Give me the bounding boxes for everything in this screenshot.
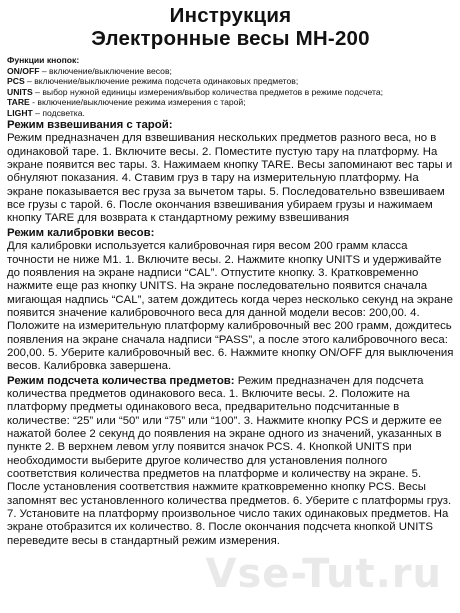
button-functions-list [7,55,454,118]
title-line-1: Инструкция [169,4,292,27]
key-row-pcs [7,76,454,87]
key-desc: – включение/выключение режима подсчета одинаковых предметов; [24,76,299,86]
key-row-light [7,108,454,119]
button-functions-header: Функции кнопок: [7,55,80,65]
key-row-tare [7,97,454,108]
section-count [7,375,454,548]
key-name: ON/OFF [7,65,40,76]
section-tare-text: Режим предназначен для взвешивания нескольких предметов разного веса, но в одинаковой таре. 1. Включите весы. 2. Поместите пустую тару на платформу. На экране появится вес тары. 3. Нажимаем кнопку TARE. Весы запоминают вес тары и обнуляют показания. 4. Ставим груз в тару на измерительную платформу. На экране показывается вес груза за вычетом тары. 5. Последовательно взвешиваем все грузы с тарой. 6. После окончания взвешивания убираем грузы и нажимаем кнопку TARE для возврата к стандартному режиму взвешивания [7,132,453,225]
key-desc: – выбор нужной единицы измерения/выбор количества предметов в режиме подсчета; [32,86,384,97]
key-name: PCS [7,76,25,86]
key-name: UNITS [7,86,33,97]
page-title [7,4,454,50]
section-count-text: Режим предназначен для подсчета количества предметов одинакового веса. 1. Включите весы. 2. Положите на платформу предметы одинакового веса, предварительно подсчитанные в количестве: “25” или “50” или “75” или “100”. 3. Нажмите кнопку PCS и держите ее нажатой более 2 секунд до появления на экране одного из значений, указанных в пункте 2. В верхнем левом углу появится значок PCS. 4. Кнопкой UNITS при необходимости выберите другое количество для установления полного соответствия количества предметов на платформе и количеству на экране. 5. После установления соответствия нажмите кратковременно кнопку PCS. Весы запомнят вес установленного количества предметов. 6. Уберите с платформы груз. 7. Установите на платформу произвольное число таких одинаковых предметов. На экране отобразится их количество. 8. После окончания подсчета кнопкой UNITS переведите весы в стандартный режим измерения. [7,374,452,547]
section-calibration-title: Режим калибровки весов: [7,226,155,239]
key-name: TARE [7,97,30,107]
key-desc: - включение/выключение режима измерения с тарой; [29,97,246,107]
key-desc: – включение/выключение весов; [39,65,172,76]
key-row-onoff [7,66,454,77]
section-calibration-text: Для калибровки используется калибровочная гиря весом 200 грамм класса точности не ниже М1. 1. Включите весы. 2. Нажмите кнопку UNITS и удерживайте до появления на экране надписи “CAL”. Отпустите кнопку. 3. Кратковременно нажмите еще раз кнопку UNITS. На экране последовательно появится сначала мигающая надпись “CAL”, затем дождитесь когда через несколько секунд на экране появится значение калибровочного веса для данной модели весов: 200,00. 4. Положите на измерительную платформу калибровочный вес 200 грамм, дождитесь появления на экране сначала надписи “PASS”, а после этого калибровочного веса: 200,00. 5. Уберите калибровочный вес. 6. Нажмите кнопку ON/OFF для выключения весов. Калибровка завершена. [7,240,454,373]
watermark: Vse-Tut.ru [205,551,442,597]
key-name: LIGHT [7,107,33,118]
section-count-title: Режим подсчета количества предметов: [7,374,235,387]
title-line-2: Электронные весы МН-200 [91,27,370,50]
key-row-units [7,87,454,98]
section-tare-title: Режим взвешивания с тарой: [7,119,173,131]
key-desc: – подсветка. [32,107,85,118]
